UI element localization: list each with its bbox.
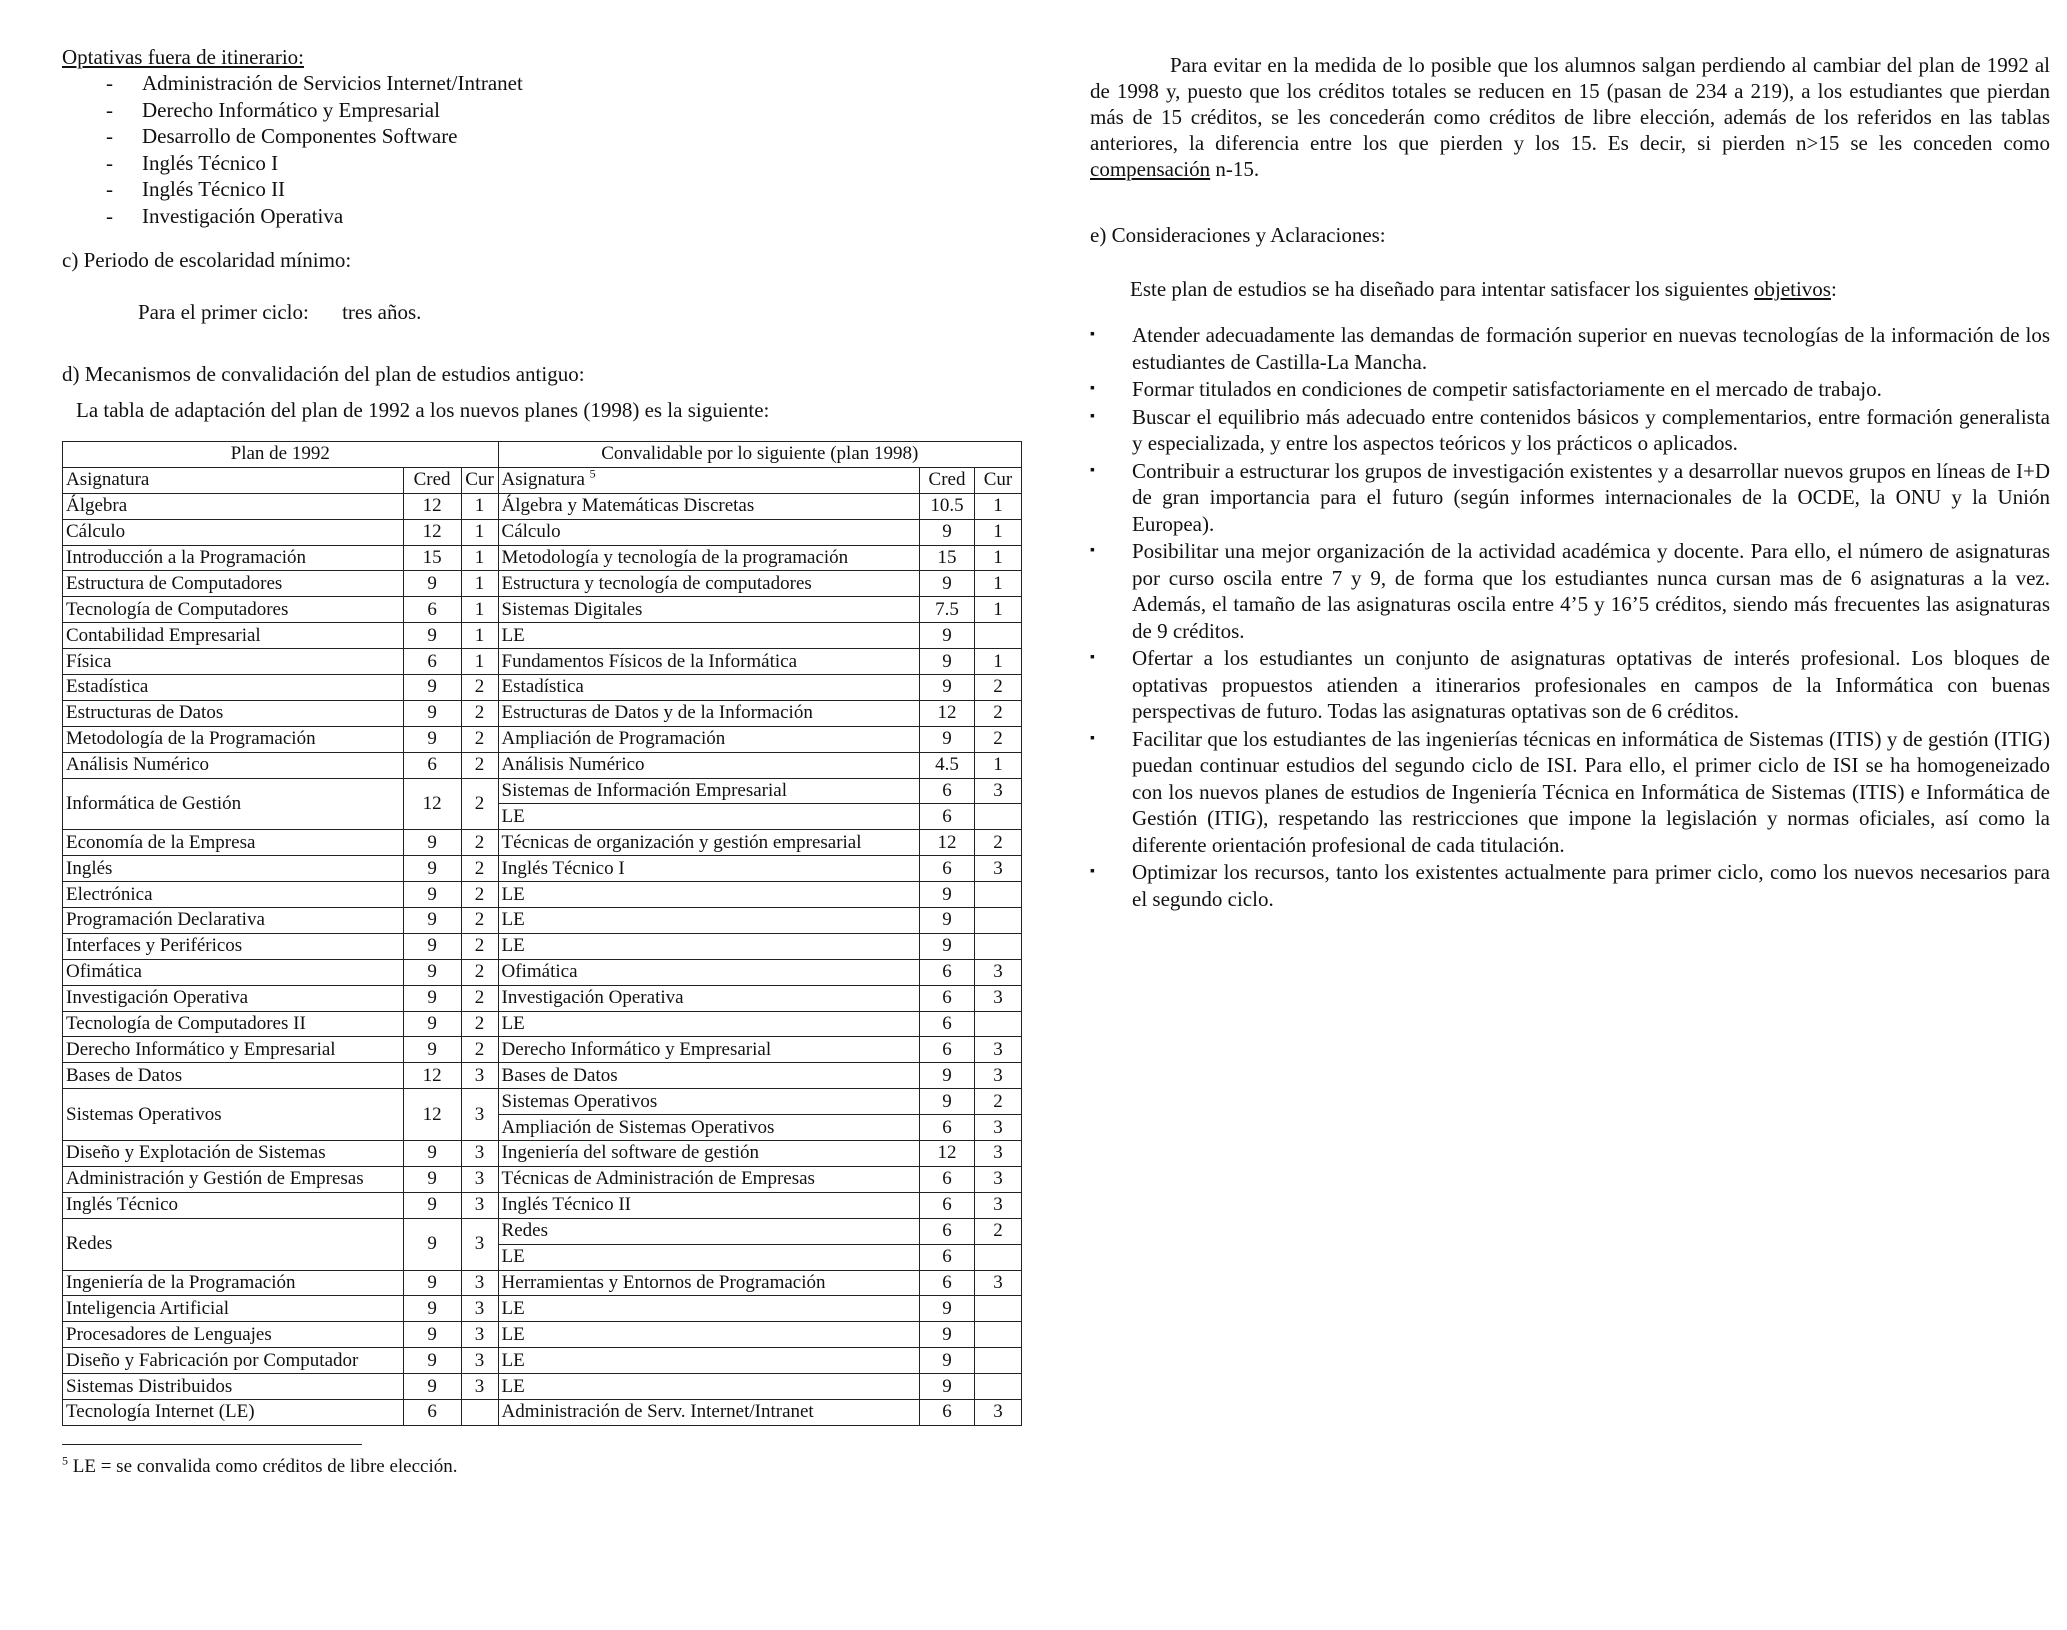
cell-asignatura-1992: Programación Declarativa (63, 908, 404, 934)
list-item: - Administración de Servicios Internet/Intranet (106, 70, 1032, 97)
cell-cred-1992: 9 (403, 933, 461, 959)
cell-cur-1992: 2 (461, 700, 498, 726)
cell-asignatura-1998: Técnicas de Administración de Empresas (498, 1166, 919, 1192)
table-row (63, 519, 1022, 545)
cell-asignatura-1992: Tecnología Internet (LE) (63, 1399, 404, 1425)
cell-asignatura-1998: LE (498, 908, 919, 934)
cell-cur-1998: 1 (974, 519, 1021, 545)
cell-cur-1992: 1 (461, 545, 498, 571)
table-row (63, 1348, 1022, 1374)
table-row (63, 726, 1022, 752)
cell-asignatura-1992: Informática de Gestión (63, 778, 404, 830)
cell-cur-1998 (974, 1011, 1021, 1037)
cell-asignatura-1992: Derecho Informático y Empresarial (63, 1037, 404, 1063)
cell-cred-1992: 9 (403, 1166, 461, 1192)
cell-asignatura-1992: Administración y Gestión de Empresas (63, 1166, 404, 1192)
list-item: - Derecho Informático y Empresarial (106, 97, 1032, 124)
cell-cred-1998: 6 (920, 1399, 975, 1425)
table-body (63, 493, 1022, 1425)
list-item: ▪ Facilitar que los estudiantes de las ingenierías técnicas en informática de Sistemas (ITIS) y de gestión (ITIG) puedan continuar estudios del segundo ciclo de ISI. Para ello, el primer ciclo de ISI se ha homogeneizado con los nuevos planes de estudios de Ingeniería Técnica en Informática de Sistemas (ITIS) e Informática de Gestión (ITIG), respetando las restricciones que impone la legislación y normas oficiales, así como la diferente orientación profesional de cada titulación. (1090, 726, 2050, 859)
footnote-separator (62, 1444, 362, 1445)
cell-cred-1998: 9 (920, 623, 975, 649)
table-row (63, 856, 1022, 882)
cell-asignatura-1998: Ampliación de Programación (498, 726, 919, 752)
table-row (63, 649, 1022, 675)
cell-cur-1998: 2 (974, 830, 1021, 856)
cell-cred-1992: 6 (403, 1399, 461, 1425)
cell-cred-1992: 12 (403, 1089, 461, 1141)
cell-cur-1998: 2 (974, 675, 1021, 701)
cell-asignatura-1998: LE (498, 623, 919, 649)
cell-cred-1992: 9 (403, 1011, 461, 1037)
section-c-heading: c) Periodo de escolaridad mínimo: (62, 248, 352, 272)
cell-cur-1992: 1 (461, 649, 498, 675)
cell-cred-1998: 6 (920, 804, 975, 830)
cell-cred-1992: 9 (403, 675, 461, 701)
cell-asignatura-1998: LE (498, 804, 919, 830)
col-cred-1998: Cred (920, 467, 975, 493)
cell-asignatura-1992: Economía de la Empresa (63, 830, 404, 856)
cell-cur-1998: 2 (974, 700, 1021, 726)
cell-cred-1992: 9 (403, 908, 461, 934)
cell-cur-1998: 1 (974, 752, 1021, 778)
cell-cur-1998 (974, 804, 1021, 830)
cell-cred-1992: 12 (403, 493, 461, 519)
cell-cur-1992: 3 (461, 1322, 498, 1348)
col-cred-1992: Cred (403, 467, 461, 493)
list-item: ▪ Buscar el equilibrio más adecuado entre contenidos básicos y complementarios, entre formación generalista y especializada, y entre los aspectos teóricos y los prácticos o aplicados. (1090, 404, 2050, 457)
cell-cur-1998 (974, 882, 1021, 908)
list-item: ▪ Formar titulados en condiciones de competir satisfactoriamente en el mercado de trabajo. (1090, 376, 2050, 403)
cell-cred-1998: 9 (920, 1296, 975, 1322)
cell-cur-1992: 2 (461, 675, 498, 701)
cell-cur-1992: 3 (461, 1192, 498, 1218)
cell-asignatura-1992: Contabilidad Empresarial (63, 623, 404, 649)
cell-cur-1998: 3 (974, 1166, 1021, 1192)
cell-cred-1998: 9 (920, 1348, 975, 1374)
cell-asignatura-1998: Bases de Datos (498, 1063, 919, 1089)
cell-cred-1992: 6 (403, 597, 461, 623)
cell-cred-1998: 15 (920, 545, 975, 571)
cell-asignatura-1992: Sistemas Operativos (63, 1089, 404, 1141)
cell-cred-1998: 6 (920, 1115, 975, 1141)
cell-asignatura-1992: Diseño y Explotación de Sistemas (63, 1141, 404, 1167)
cell-cred-1992: 12 (403, 519, 461, 545)
table-intro: La tabla de adaptación del plan de 1992 a los nuevos planes (1998) es la siguiente: (76, 398, 770, 422)
cell-asignatura-1998: LE (498, 933, 919, 959)
cell-cur-1992: 2 (461, 1011, 498, 1037)
optativas-list (62, 70, 1032, 229)
cell-cur-1998: 3 (974, 1037, 1021, 1063)
cell-asignatura-1998: Derecho Informático y Empresarial (498, 1037, 919, 1063)
cell-cur-1998: 3 (974, 856, 1021, 882)
table-row (63, 597, 1022, 623)
cell-asignatura-1998: Sistemas de Información Empresarial (498, 778, 919, 804)
cell-cur-1998: 3 (974, 1141, 1021, 1167)
table-row (63, 908, 1022, 934)
cell-cred-1992: 9 (403, 856, 461, 882)
cell-cur-1998 (974, 1244, 1021, 1270)
cell-cred-1992: 9 (403, 1037, 461, 1063)
cell-cred-1998: 6 (920, 1166, 975, 1192)
cell-cur-1992: 2 (461, 882, 498, 908)
table-row (63, 1089, 1022, 1115)
primer-ciclo-value: tres años. (342, 300, 422, 324)
cell-cur-1992: 2 (461, 778, 498, 830)
cell-asignatura-1998: Herramientas y Entornos de Programación (498, 1270, 919, 1296)
list-item: - Desarrollo de Componentes Software (106, 123, 1032, 150)
list-item: - Investigación Operativa (106, 203, 1032, 230)
cell-cur-1998: 3 (974, 1399, 1021, 1425)
cell-cur-1998 (974, 1348, 1021, 1374)
col-asignatura-1998: Asignatura $^5$ (498, 467, 919, 493)
cell-asignatura-1992: Metodología de la Programación (63, 726, 404, 752)
cell-cred-1998: 9 (920, 1374, 975, 1400)
cell-cur-1992: 2 (461, 908, 498, 934)
cell-asignatura-1992: Inglés (63, 856, 404, 882)
cell-cur-1992: 2 (461, 1037, 498, 1063)
table-row (63, 545, 1022, 571)
primer-ciclo-label: Para el primer ciclo: (138, 300, 309, 324)
cell-cred-1992: 9 (403, 882, 461, 908)
cell-cur-1998: 1 (974, 545, 1021, 571)
cell-asignatura-1998: LE (498, 1322, 919, 1348)
cell-cur-1992: 3 (461, 1270, 498, 1296)
table-row (63, 1037, 1022, 1063)
table-row (63, 1218, 1022, 1244)
cell-cred-1992: 9 (403, 985, 461, 1011)
cell-asignatura-1998: LE (498, 882, 919, 908)
cell-cur-1998: 3 (974, 1063, 1021, 1089)
cell-cred-1998: 12 (920, 830, 975, 856)
cell-asignatura-1998: Ampliación de Sistemas Operativos (498, 1115, 919, 1141)
list-item: ▪ Posibilitar una mejor organización de la actividad académica y docente. Para ello, el número de asignaturas por curso oscila entre 7 y 9, de forma que los estudiantes nunca cursan mas de 6 asignaturas a la vez. Además, el tamaño de las asignaturas oscila entre 4’5 y 16’5 créditos, siendo más frecuentes las asignaturas de 9 créditos. (1090, 538, 2050, 644)
table-row (63, 700, 1022, 726)
cell-cred-1998: 9 (920, 726, 975, 752)
cell-cred-1998: 12 (920, 1141, 975, 1167)
section-d-heading: d) Mecanismos de convalidación del plan de estudios antiguo: (62, 362, 585, 386)
right-column (1090, 52, 2050, 913)
cell-cred-1998: 9 (920, 1322, 975, 1348)
cell-asignatura-1992: Investigación Operativa (63, 985, 404, 1011)
cell-asignatura-1992: Inglés Técnico (63, 1192, 404, 1218)
cell-cred-1992: 6 (403, 752, 461, 778)
table-row (63, 1296, 1022, 1322)
cell-cred-1992: 9 (403, 1192, 461, 1218)
table-row (63, 1141, 1022, 1167)
cell-cred-1992: 9 (403, 1348, 461, 1374)
cell-cred-1998: 6 (920, 856, 975, 882)
cell-cred-1998: 6 (920, 1270, 975, 1296)
cell-asignatura-1992: Estructura de Computadores (63, 571, 404, 597)
cell-cred-1992: 9 (403, 959, 461, 985)
cell-cur-1992: 1 (461, 493, 498, 519)
cell-cred-1998: 6 (920, 1192, 975, 1218)
cell-asignatura-1998: Cálculo (498, 519, 919, 545)
cell-cred-1992: 9 (403, 830, 461, 856)
cell-asignatura-1998: Estadística (498, 675, 919, 701)
cell-cred-1992: 9 (403, 1322, 461, 1348)
table-row (63, 1011, 1022, 1037)
table-row (63, 675, 1022, 701)
cell-asignatura-1992: Cálculo (63, 519, 404, 545)
cell-cur-1998: 3 (974, 959, 1021, 985)
table-row (63, 493, 1022, 519)
cell-cur-1992: 3 (461, 1374, 498, 1400)
cell-asignatura-1998: LE (498, 1348, 919, 1374)
cell-asignatura-1998: Fundamentos Físicos de la Informática (498, 649, 919, 675)
table-row (63, 778, 1022, 804)
table-row (63, 1063, 1022, 1089)
cell-asignatura-1998: Técnicas de organización y gestión empresarial (498, 830, 919, 856)
cell-cur-1992: 3 (461, 1089, 498, 1141)
intro-paragraph: Para evitar en la medida de lo posible que los alumnos salgan perdiendo al cambiar del plan de 1992 al de 1998 y, puesto que los créditos totales se reducen en 15 (pasan de 234 a 219), a los estudiantes que pierdan más de 15 créditos, se les concederán como créditos de libre elección, además de los referidos en las tablas anteriores, la diferencia entre los que pierden y los 15. Es decir, si pierden n>15 se les conceden como compensación n-15. (1090, 53, 2050, 181)
cell-cur-1992: 2 (461, 959, 498, 985)
cell-cur-1992: 1 (461, 597, 498, 623)
objetivos-word: objetivos (1753, 277, 1831, 301)
primer-ciclo (62, 299, 1032, 325)
cell-asignatura-1998: Sistemas Digitales (498, 597, 919, 623)
table-row (63, 882, 1022, 908)
cell-asignatura-1992: Procesadores de Lenguajes (63, 1322, 404, 1348)
list-item: ▪ Atender adecuadamente las demandas de formación superior en nuevas tecnologías de la información de los estudiantes de Castilla-La Mancha. (1090, 322, 2050, 375)
cell-cur-1998 (974, 933, 1021, 959)
cell-cur-1992: 3 (461, 1166, 498, 1192)
cell-cred-1992: 9 (403, 1374, 461, 1400)
cell-cred-1992: 9 (403, 726, 461, 752)
cell-cur-1998 (974, 623, 1021, 649)
footnote-mark: 5 (62, 1453, 68, 1468)
cell-cur-1998: 3 (974, 985, 1021, 1011)
cell-cred-1992: 6 (403, 649, 461, 675)
cell-asignatura-1992: Tecnología de Computadores (63, 597, 404, 623)
cell-asignatura-1998: LE (498, 1244, 919, 1270)
cell-asignatura-1992: Álgebra (63, 493, 404, 519)
cell-cur-1992: 2 (461, 856, 498, 882)
cell-cur-1992: 3 (461, 1348, 498, 1374)
list-item: ▪ Ofertar a los estudiantes un conjunto de asignaturas optativas de interés profesional. Los bloques de optativas propuestos atienden a itinerarios profesionales en campos de la Informática con buenas perspectivas de futuro. Todas las asignaturas optativas son de 6 créditos. (1090, 645, 2050, 725)
cell-asignatura-1992: Interfaces y Periféricos (63, 933, 404, 959)
cell-cur-1992: 2 (461, 830, 498, 856)
cell-cur-1998 (974, 1296, 1021, 1322)
cell-cred-1998: 6 (920, 985, 975, 1011)
header-plan-1992: Plan de 1992 (63, 442, 499, 468)
cell-cur-1998 (974, 1322, 1021, 1348)
cell-asignatura-1992: Física (63, 649, 404, 675)
cell-asignatura-1998: Redes (498, 1218, 919, 1244)
cell-cur-1998: 2 (974, 726, 1021, 752)
cell-cred-1998: 7.5 (920, 597, 975, 623)
cell-cur-1992: 3 (461, 1141, 498, 1167)
cell-asignatura-1998: Metodología y tecnología de la programación (498, 545, 919, 571)
cell-cred-1998: 9 (920, 675, 975, 701)
table-group-header (63, 442, 1022, 468)
section-e-heading: e) Consideraciones y Aclaraciones: (1090, 223, 1386, 247)
cell-asignatura-1992: Estructuras de Datos (63, 700, 404, 726)
cell-asignatura-1998: Investigación Operativa (498, 985, 919, 1011)
cell-asignatura-1992: Análisis Numérico (63, 752, 404, 778)
cell-cred-1998: 12 (920, 700, 975, 726)
cell-cur-1992: 2 (461, 726, 498, 752)
cell-cur-1998: 1 (974, 649, 1021, 675)
cell-cred-1998: 6 (920, 1244, 975, 1270)
objetivos-lead: Este plan de estudios se ha diseñado para intentar satisfacer los siguientes objetivos: (1130, 277, 1837, 301)
cell-cred-1992: 9 (403, 1270, 461, 1296)
table-row (63, 1166, 1022, 1192)
cell-cred-1992: 9 (403, 1296, 461, 1322)
cell-cur-1992: 2 (461, 933, 498, 959)
table-row (63, 1322, 1022, 1348)
cell-asignatura-1992: Sistemas Distribuidos (63, 1374, 404, 1400)
cell-asignatura-1998: LE (498, 1011, 919, 1037)
cell-cur-1998: 1 (974, 493, 1021, 519)
table-row (63, 933, 1022, 959)
cell-asignatura-1998: Ofimática (498, 959, 919, 985)
adaptation-table (62, 441, 1022, 1426)
cell-asignatura-1992: Tecnología de Computadores II (63, 1011, 404, 1037)
table-row (63, 1270, 1022, 1296)
cell-asignatura-1998: Inglés Técnico I (498, 856, 919, 882)
cell-asignatura-1998: Inglés Técnico II (498, 1192, 919, 1218)
cell-cred-1998: 6 (920, 778, 975, 804)
cell-cur-1992: 1 (461, 623, 498, 649)
cell-cred-1998: 6 (920, 1011, 975, 1037)
cell-asignatura-1992: Ofimática (63, 959, 404, 985)
cell-cur-1992: 1 (461, 571, 498, 597)
cell-cred-1992: 9 (403, 700, 461, 726)
cell-cred-1992: 9 (403, 623, 461, 649)
col-cur-1992: Cur (461, 467, 498, 493)
cell-asignatura-1998: LE (498, 1374, 919, 1400)
table-row (63, 752, 1022, 778)
header-plan-1998: Convalidable por lo siguiente (plan 1998) (498, 442, 1021, 468)
cell-cred-1998: 9 (920, 519, 975, 545)
cell-cur-1998: 1 (974, 597, 1021, 623)
cell-asignatura-1998: Administración de Serv. Internet/Intranet (498, 1399, 919, 1425)
col-asignatura-1992: Asignatura (63, 467, 404, 493)
cell-cred-1998: 10.5 (920, 493, 975, 519)
footnote-ref: 5 (589, 467, 596, 481)
optativas-title: Optativas fuera de itinerario: (62, 45, 304, 69)
col-cur-1998: Cur (974, 467, 1021, 493)
cell-cur-1998: 3 (974, 1115, 1021, 1141)
cell-cred-1998: 9 (920, 1089, 975, 1115)
cell-asignatura-1992: Ingeniería de la Programación (63, 1270, 404, 1296)
cell-cur-1992: 1 (461, 519, 498, 545)
table-row (63, 623, 1022, 649)
cell-cur-1998 (974, 908, 1021, 934)
cell-cred-1992: 9 (403, 1218, 461, 1270)
cell-cur-1998: 2 (974, 1089, 1021, 1115)
cell-cur-1998 (974, 1374, 1021, 1400)
cell-cur-1992: 3 (461, 1218, 498, 1270)
list-item: ▪ Contribuir a estructurar los grupos de investigación existentes y a desarrollar nuevos grupos en líneas de I+D de gran importancia para el futuro (según informes internacionales de la OCDE, la ONU y la Unión Europea). (1090, 458, 2050, 538)
cell-asignatura-1992: Estadística (63, 675, 404, 701)
cell-cred-1992: 15 (403, 545, 461, 571)
cell-asignatura-1992: Electrónica (63, 882, 404, 908)
cell-cred-1998: 9 (920, 882, 975, 908)
cell-asignatura-1998: Estructura y tecnología de computadores (498, 571, 919, 597)
cell-cur-1992: 2 (461, 985, 498, 1011)
cell-asignatura-1998: LE (498, 1296, 919, 1322)
cell-cred-1998: 4.5 (920, 752, 975, 778)
cell-cred-1998: 6 (920, 959, 975, 985)
cell-asignatura-1998: Álgebra y Matemáticas Discretas (498, 493, 919, 519)
cell-cur-1992: 2 (461, 752, 498, 778)
cell-cur-1992: 3 (461, 1296, 498, 1322)
table-row (63, 959, 1022, 985)
table-row (63, 1374, 1022, 1400)
cell-cred-1992: 12 (403, 778, 461, 830)
cell-cur-1992 (461, 1399, 498, 1425)
cell-cred-1992: 9 (403, 1141, 461, 1167)
compensacion-word: compensación (1090, 157, 1211, 181)
cell-cred-1992: 9 (403, 571, 461, 597)
cell-cred-1998: 6 (920, 1037, 975, 1063)
cell-cur-1998: 2 (974, 1218, 1021, 1244)
list-item: ▪ Optimizar los recursos, tanto los existentes actualmente para primer ciclo, como los nuevos necesarios para el segundo ciclo. (1090, 859, 2050, 912)
table-row (63, 1399, 1022, 1425)
cell-cur-1998: 3 (974, 1270, 1021, 1296)
cell-cur-1998: 1 (974, 571, 1021, 597)
table-row (63, 985, 1022, 1011)
left-column (62, 44, 1032, 1479)
cell-cur-1992: 3 (461, 1063, 498, 1089)
table-row (63, 830, 1022, 856)
cell-asignatura-1992: Diseño y Fabricación por Computador (63, 1348, 404, 1374)
cell-cur-1998: 3 (974, 778, 1021, 804)
table-row (63, 1192, 1022, 1218)
cell-asignatura-1998: Ingeniería del software de gestión (498, 1141, 919, 1167)
cell-asignatura-1992: Bases de Datos (63, 1063, 404, 1089)
objetivos-list (1090, 322, 2050, 912)
cell-asignatura-1998: Estructuras de Datos y de la Información (498, 700, 919, 726)
footnote-text: LE = se convalida como créditos de libre elección. (72, 1455, 458, 1477)
cell-cred-1992: 12 (403, 1063, 461, 1089)
cell-cred-1998: 9 (920, 908, 975, 934)
list-item: - Inglés Técnico I (106, 150, 1032, 177)
cell-asignatura-1998: Sistemas Operativos (498, 1089, 919, 1115)
cell-cur-1998: 3 (974, 1192, 1021, 1218)
table-row (63, 571, 1022, 597)
table-column-header (63, 467, 1022, 493)
cell-cred-1998: 9 (920, 933, 975, 959)
cell-asignatura-1998: Análisis Numérico (498, 752, 919, 778)
cell-asignatura-1992: Introducción a la Programación (63, 545, 404, 571)
cell-cred-1998: 6 (920, 1218, 975, 1244)
footnote (62, 1455, 1032, 1479)
cell-cred-1998: 9 (920, 571, 975, 597)
cell-asignatura-1992: Redes (63, 1218, 404, 1270)
cell-asignatura-1992: Inteligencia Artificial (63, 1296, 404, 1322)
cell-cred-1998: 9 (920, 649, 975, 675)
cell-cred-1998: 9 (920, 1063, 975, 1089)
list-item: - Inglés Técnico II (106, 176, 1032, 203)
